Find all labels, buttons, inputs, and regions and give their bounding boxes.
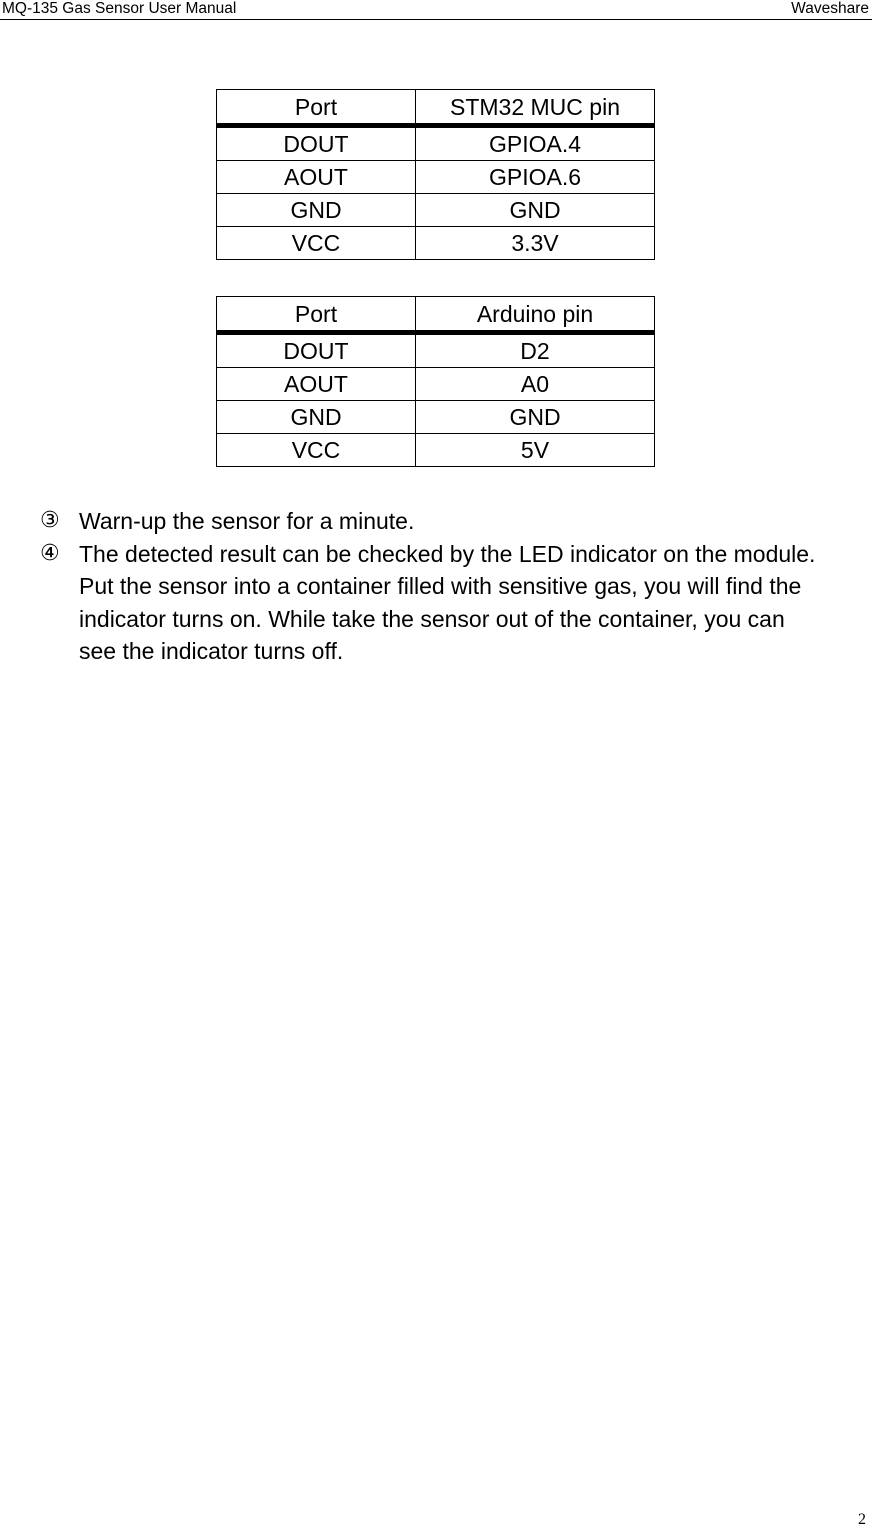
table-row (217, 401, 655, 434)
port-cell: AOUT (217, 368, 416, 401)
pin-cell: GND (416, 401, 655, 434)
brand-name: Waveshare (791, 0, 869, 17)
pin-cell: GPIOA.4 (416, 126, 655, 161)
step-item (40, 538, 872, 668)
step-number: ③ (40, 508, 60, 533)
table-row (217, 434, 655, 467)
table-row (217, 227, 655, 260)
port-cell: VCC (217, 227, 416, 260)
arduino-pin-table (216, 296, 655, 467)
port-cell: GND (217, 401, 416, 434)
stm32-pin-column-header: STM32 MUC pin (416, 90, 655, 126)
step-item (40, 505, 872, 538)
port-column-header: Port (217, 297, 416, 333)
port-column-header: Port (217, 90, 416, 126)
instruction-steps (40, 505, 872, 668)
table-row (217, 333, 655, 368)
table-header-row (217, 90, 655, 126)
pin-cell: D2 (416, 333, 655, 368)
table-row (217, 194, 655, 227)
stm32-pin-table (216, 89, 655, 260)
port-cell: VCC (217, 434, 416, 467)
port-cell: DOUT (217, 126, 416, 161)
pin-cell: A0 (416, 368, 655, 401)
pin-cell: GPIOA.6 (416, 161, 655, 194)
pin-cell: 3.3V (416, 227, 655, 260)
pin-cell: 5V (416, 434, 655, 467)
step-text: The detected result can be checked by the LED indicator on the module. Put the sensor into a container filled with sensitive gas, you will find the indicator turns on. While take the sensor out of the container, you can see the indicator turns off. (79, 540, 816, 664)
pin-cell: GND (416, 194, 655, 227)
port-cell: GND (217, 194, 416, 227)
port-cell: DOUT (217, 333, 416, 368)
page-header (0, 0, 872, 20)
port-cell: AOUT (217, 161, 416, 194)
arduino-pin-column-header: Arduino pin (416, 297, 655, 333)
table-header-row (217, 297, 655, 333)
step-number: ④ (40, 540, 60, 566)
document-title: MQ-135 Gas Sensor User Manual (2, 0, 237, 17)
page-number: 2 (858, 1511, 866, 1528)
step-text: Warn-up the sensor for a minute. (79, 508, 415, 534)
table-row (217, 126, 655, 161)
table-row (217, 161, 655, 194)
table-row (217, 368, 655, 401)
